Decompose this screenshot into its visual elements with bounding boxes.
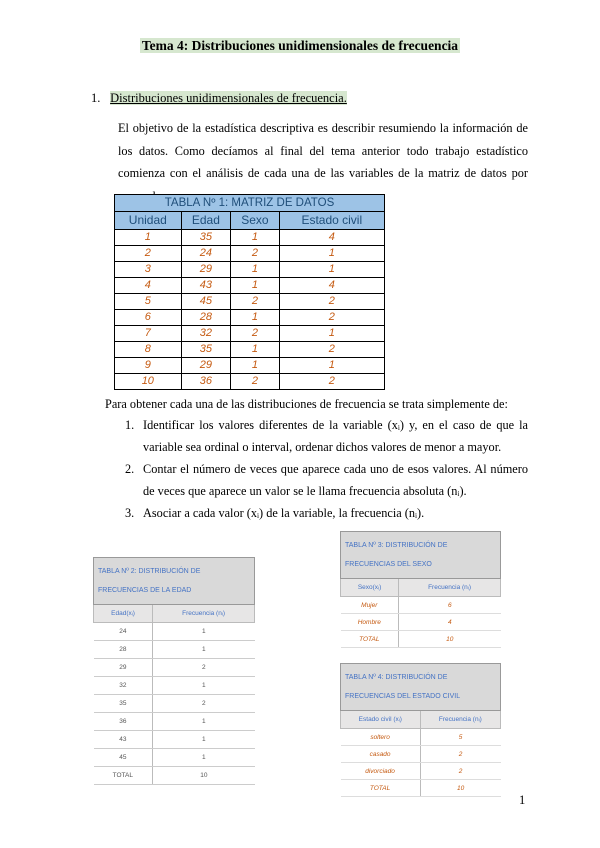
table-cell: soltero [341, 729, 421, 746]
table-cell: 5 [420, 729, 500, 746]
table-cell: 1 [231, 262, 279, 278]
table-row [115, 358, 385, 374]
table-row [94, 713, 255, 731]
data-matrix-table [114, 194, 385, 390]
table-cell: 2 [420, 763, 500, 780]
table-cell: 2 [231, 246, 279, 262]
table-cell: 32 [181, 326, 231, 342]
table-cell: 4 [279, 278, 384, 294]
table-row [94, 659, 255, 677]
table-row [94, 677, 255, 695]
column-header: Estado civil [279, 212, 384, 230]
list-item: 2. Contar el número de veces que aparece cada uno de esos valores. Al número de veces que aparece un valor se le llama frecuencia absoluta (nᵢ). [125, 462, 528, 498]
table-row [94, 767, 255, 785]
table-cell: 24 [94, 623, 153, 641]
table-cell: TOTAL [341, 631, 399, 648]
column-header: Unidad [115, 212, 182, 230]
table-cell: 1 [279, 358, 384, 374]
table-cell: 3 [115, 262, 182, 278]
table-cell: 45 [181, 294, 231, 310]
table-caption: TABLA Nº 1: MATRIZ DE DATOS [115, 195, 385, 212]
table-cell: 36 [94, 713, 153, 731]
intro-paragraph: El objetivo de la estadística descriptiva es describir resumiendo la información de los datos. Como decíamos al final del tema anterior todo trabajo estadístico comienza con el análisis de cada una de las variables de la matriz de datos por [118, 121, 528, 180]
table-cell: 6 [399, 597, 501, 614]
table-cell: 1 [231, 310, 279, 326]
table-cell: 10 [153, 767, 255, 785]
table-cell: TOTAL [94, 767, 153, 785]
table-row [94, 749, 255, 767]
column-header: Estado civil (xᵢ) [341, 711, 421, 729]
age-frequency-table [93, 557, 255, 785]
table-row [341, 729, 501, 746]
table-cell: 2 [279, 342, 384, 358]
table-cell: 1 [115, 230, 182, 246]
table-cell: 2 [231, 294, 279, 310]
table-cell: 45 [94, 749, 153, 767]
table-cell: 10 [399, 631, 501, 648]
table-row [115, 374, 385, 390]
table-row [115, 342, 385, 358]
table-row [94, 641, 255, 659]
column-header: Edad(xᵢ) [94, 605, 153, 623]
table-cell: 1 [231, 230, 279, 246]
table-cell: 1 [279, 262, 384, 278]
table-cell: Mujer [341, 597, 399, 614]
table-cell: casado [341, 746, 421, 763]
table-cell: 2 [279, 374, 384, 390]
table-cell: 4 [115, 278, 182, 294]
table-cell: 1 [153, 749, 255, 767]
table-cell: 35 [181, 342, 231, 358]
column-header: Sexo(xᵢ) [341, 579, 399, 597]
table-cell: 2 [153, 695, 255, 713]
table-cell: 28 [94, 641, 153, 659]
table-row [341, 746, 501, 763]
table-cell: 1 [231, 342, 279, 358]
table-caption: TABLA Nº 3: DISTRIBUCIÓN DE FRECUENCIAS DEL SEXO [341, 532, 501, 579]
table-row [341, 780, 501, 797]
table-cell: 2 [115, 246, 182, 262]
table-row [341, 597, 501, 614]
table-cell: 1 [279, 246, 384, 262]
table-row [115, 294, 385, 310]
column-header: Frecuencia (nᵢ) [420, 711, 500, 729]
steps-list [125, 414, 528, 524]
table-cell: 29 [181, 262, 231, 278]
sex-frequency-table [340, 531, 501, 648]
table-cell: 2 [279, 310, 384, 326]
page-title: Tema 4: Distribuciones unidimensionales de frecuencia [141, 38, 459, 53]
table-row [115, 246, 385, 262]
table-cell: 4 [399, 614, 501, 631]
table-row [115, 262, 385, 278]
table-cell: 43 [94, 731, 153, 749]
table-cell: 7 [115, 326, 182, 342]
table-cell: TOTAL [341, 780, 421, 797]
table-cell: 29 [94, 659, 153, 677]
table-cell: 10 [115, 374, 182, 390]
column-header: Sexo [231, 212, 279, 230]
table-cell: 2 [420, 746, 500, 763]
table-caption: TABLA Nº 2: DISTRIBUCIÓN DE FRECUENCIAS DE LA EDAD [94, 558, 255, 605]
table-cell: 1 [231, 278, 279, 294]
table-row [115, 326, 385, 342]
column-header: Frecuencia (nᵢ) [153, 605, 255, 623]
table-cell: 1 [153, 641, 255, 659]
table-row [94, 695, 255, 713]
civil-status-frequency-table [340, 663, 501, 797]
table-row [341, 763, 501, 780]
table-cell: 28 [181, 310, 231, 326]
table-cell: 35 [181, 230, 231, 246]
table-cell: 2 [153, 659, 255, 677]
table-cell: 9 [115, 358, 182, 374]
table-row [341, 631, 501, 648]
table-cell: 4 [279, 230, 384, 246]
table-cell: 43 [181, 278, 231, 294]
table-cell: Hombre [341, 614, 399, 631]
table-cell: 1 [153, 677, 255, 695]
table-caption: TABLA Nº 4: DISTRIBUCIÓN DE FRECUENCIAS DEL ESTADO CIVIL [341, 664, 501, 711]
table-row [115, 230, 385, 246]
table-cell: 5 [115, 294, 182, 310]
column-header: Edad [181, 212, 231, 230]
section-number: 1. [91, 91, 101, 105]
table-cell: 1 [153, 731, 255, 749]
table-cell: divorciado [341, 763, 421, 780]
table-cell: 32 [94, 677, 153, 695]
table-cell: 1 [153, 713, 255, 731]
table-row [94, 623, 255, 641]
table-row [341, 614, 501, 631]
table-cell: 2 [279, 294, 384, 310]
table-cell: 35 [94, 695, 153, 713]
table-row [115, 278, 385, 294]
table-row [94, 731, 255, 749]
column-header: Frecuencia (nᵢ) [399, 579, 501, 597]
list-item: 1. Identificar los valores diferentes de la variable (xᵢ) y, en el caso de que la variable sea ordinal o interval, ordenar dichos valores de menor a mayor. [125, 418, 528, 454]
list-item: 3. Asociar a cada valor (xᵢ) de la variable, la frecuencia (nᵢ). [125, 506, 425, 520]
table-cell: 36 [181, 374, 231, 390]
table-cell: 6 [115, 310, 182, 326]
table-cell: 2 [231, 374, 279, 390]
page-number: 1 [519, 793, 526, 807]
table-cell: 29 [181, 358, 231, 374]
table-cell: 10 [420, 780, 500, 797]
steps-intro: Para obtener cada una de las distribuciones de frecuencia se trata simplemente de: [105, 397, 508, 411]
table-cell: 1 [231, 358, 279, 374]
table-cell: 1 [279, 326, 384, 342]
table-cell: 8 [115, 342, 182, 358]
table-cell: 24 [181, 246, 231, 262]
section-title: Distribuciones unidimensionales de frecuencia. [110, 91, 347, 105]
table-row [115, 310, 385, 326]
table-cell: 2 [231, 326, 279, 342]
section-heading [91, 91, 347, 106]
table-cell: 1 [153, 623, 255, 641]
